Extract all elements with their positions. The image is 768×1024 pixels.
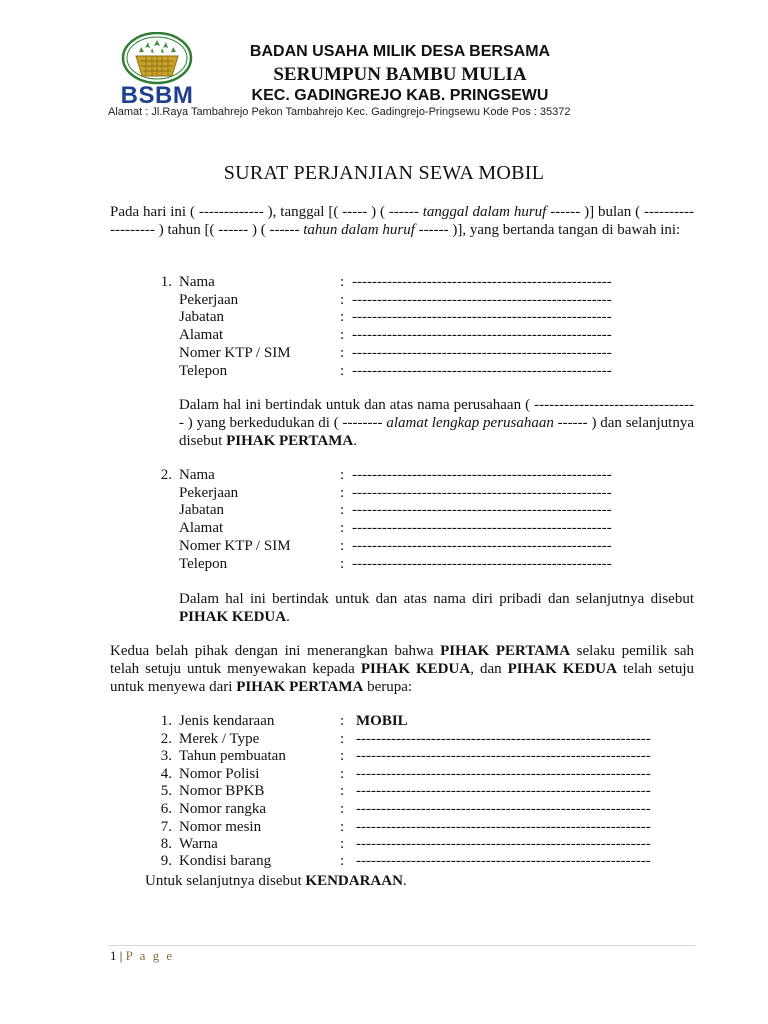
page-number: 1 [110, 948, 117, 963]
footer-separator: | [119, 948, 123, 963]
party2-paragraph: Dalam hal ini bertindak untuk dan atas nama diri pribadi dan selanjutnya disebut PIHAK KEDUA. [179, 591, 694, 625]
page-label: P a g e [125, 948, 175, 963]
org-line-2: SERUMPUN BAMBU MULIA [273, 64, 527, 85]
agreement-paragraph: Kedua belah pihak dengan ini menerangkan bahwa PIHAK PERTAMA selaku pemilik sah telah setuju untuk menyewakan kepada PIHAK KEDUA, dan PIHAK KEDUA telah setuju untuk menyewa dari PIHAK PERTAMA berupa: [110, 643, 694, 695]
bsbm-logo [114, 32, 200, 108]
org-line-1: BADAN USAHA MILIK DESA BERSAMA [249, 43, 551, 60]
org-line-3: KEC. GADINGREJO KAB. PRINGSEWU [251, 87, 549, 104]
document-title: SURAT PERJANJIAN SEWA MOBIL [223, 162, 545, 184]
closing-line: Untuk selanjutnya disebut KENDARAAN. [145, 873, 407, 889]
address-line: Alamat : Jl.Raya Tambahrejo Pekon Tambahrejo Kec. Gadingrejo-Pringsewu Kode Pos : 35372 [108, 106, 571, 118]
intro-paragraph: Pada hari ini ( ------------- ), tanggal [( ----- ) ( ------ tanggal dalam huruf ------ )] bulan ( ------------------- ) tahun [( ------ ) ( ------ tahun dalam huruf ------ )], yang bertanda tangan di bawah ini: [110, 204, 695, 238]
page-footer [110, 948, 174, 964]
footer-divider [108, 945, 695, 946]
logo-text: BSBM [120, 82, 194, 109]
party1-paragraph: Dalam hal ini bertindak untuk dan atas nama perusahaan ( --------------------------------- ) yang berkedudukan di ( -------- alamat lengkap perusahaan ------ ) dan selanjutnya disebut PIHAK PERTAMA. [179, 397, 695, 449]
